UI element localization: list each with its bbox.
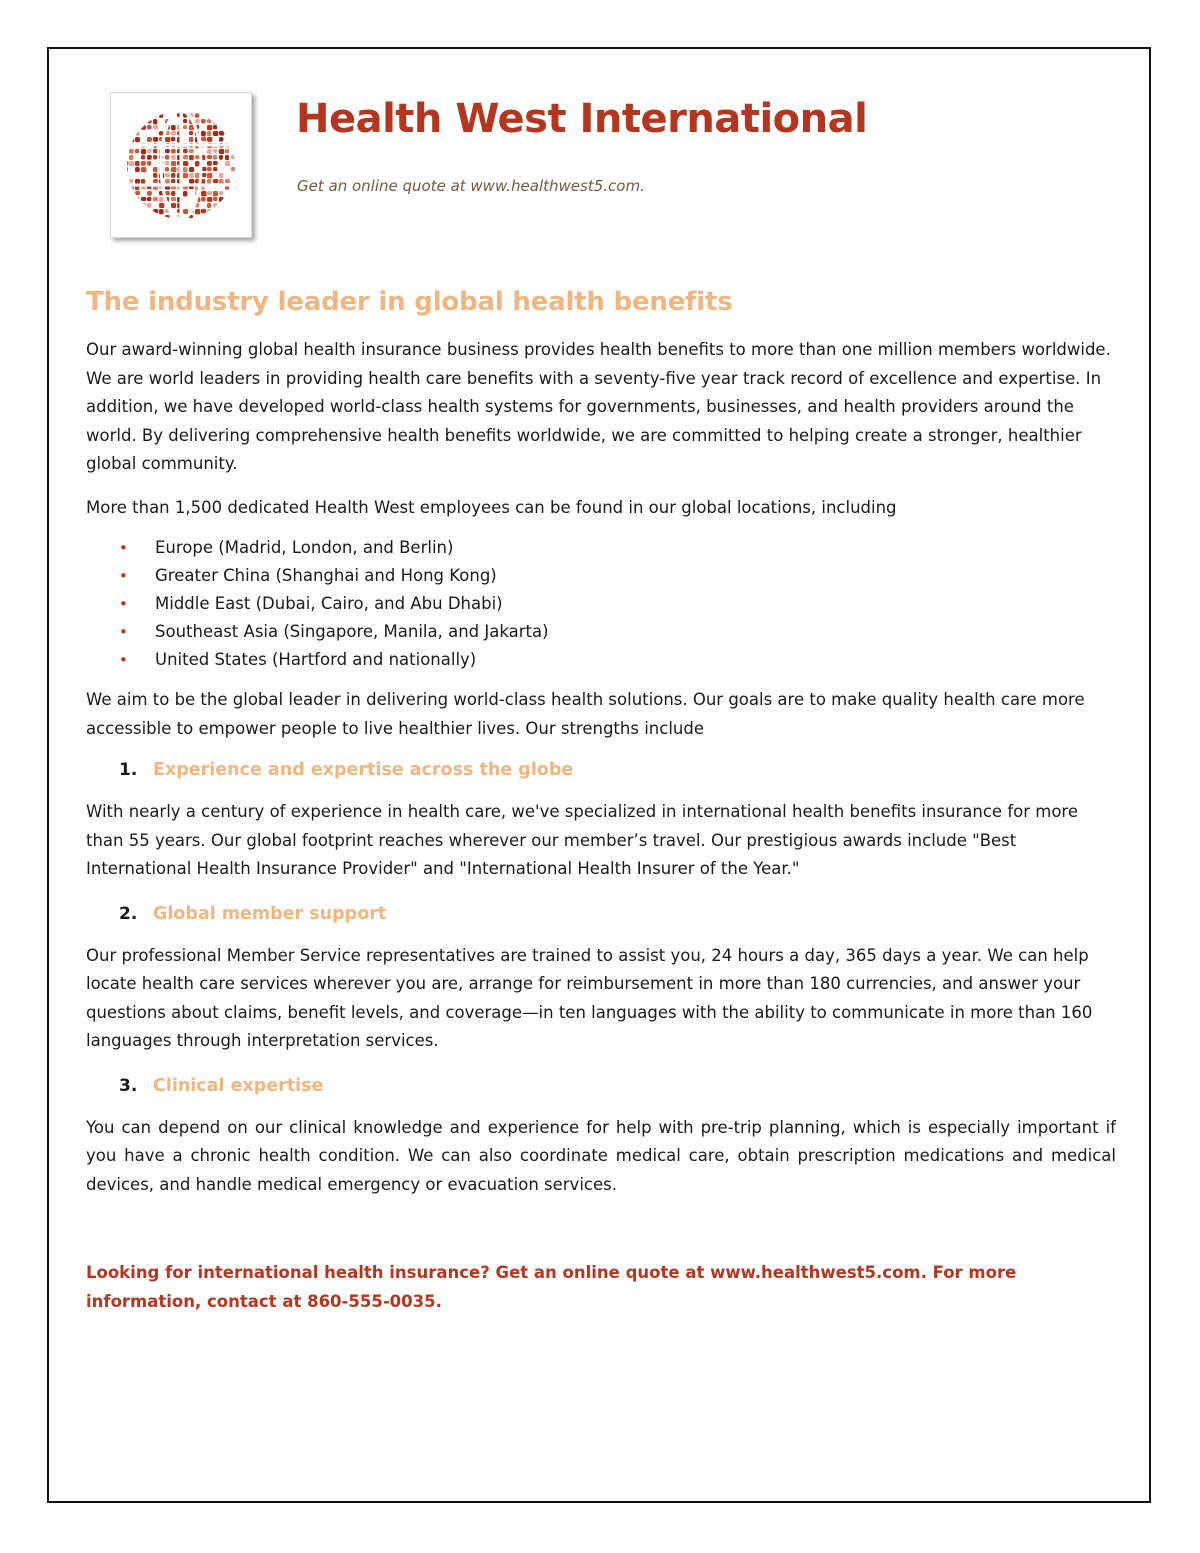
bullet-icon: • [119, 539, 128, 557]
strength-body: You can depend on our clinical knowledge and experience for help with pre-trip planning, which is especially important if you have a chronic health condition. We can also coordinate medical care, obtain prescription medications and medical devices, and handle medical emergency or evacuation services. [86, 1117, 1116, 1194]
section-headline: The industry leader in global health benefits [86, 287, 733, 317]
list-item: • Europe (Madrid, London, and Berlin) [86, 534, 1116, 562]
org-name: Health West International [296, 96, 868, 142]
strength-body: With nearly a century of experience in health care, we've specialized in international health benefits insurance for more than 55 years. Our global footprint reaches wherever our member’s travel. Our prestigious awards include "Best International Health Insurance Provider" and "International Health Insurer of the Year." [86, 802, 1079, 878]
document-body [86, 280, 1116, 1331]
intro-paragraph: Our award-winning global health insurance business provides health benefits to more than one million members worldwide. We are world leaders in providing health care benefits with a seventy-five year track record of excellence and expertise. In addition, we have developed world-class health systems for governments, businesses, and health providers around the world. By delivering comprehensive health benefits worldwide, we are committed to helping create a stronger, healthier global community. [86, 340, 1111, 473]
list-item: • United States (Hartford and nationally) [86, 646, 1116, 674]
strength-title: Clinical expertise [153, 1075, 324, 1096]
strength-heading [86, 1071, 1116, 1101]
strength-number: 2. [119, 903, 138, 924]
strength-title: Experience and expertise across the globe [153, 760, 574, 780]
strength-number: 1. [119, 760, 138, 780]
bullet-icon: • [119, 651, 128, 669]
logo [110, 92, 252, 238]
bullet-icon: • [119, 595, 128, 613]
list-item: • Greater China (Shanghai and Hong Kong) [86, 562, 1116, 590]
list-item: • Middle East (Dubai, Cairo, and Abu Dhabi) [86, 590, 1116, 618]
strength-title: Global member support [153, 903, 387, 924]
bullet-icon: • [119, 623, 128, 641]
strength-number: 3. [119, 1075, 138, 1096]
list-item: • Southeast Asia (Singapore, Manila, and Jakarta) [86, 618, 1116, 646]
strength-heading [86, 755, 1116, 785]
strength-heading [86, 899, 1116, 929]
locations-list [86, 534, 1116, 674]
strength-body: Our professional Member Service representatives are trained to assist you, 24 hours a day, 365 days a year. We can help locate health care services wherever you are, arrange for reimbursement in more than 180 currencies, and answer your questions about claims, benefit levels, and coverage—in ten languages with the ability to communicate in more than 160 languages through interpretation services. [86, 945, 1093, 1050]
closing-call-to-action: Looking for international health insurance? Get an online quote at www.healthwest5.com. For more information, contact at 860-555-0035. [86, 1263, 1017, 1311]
globe-logo-icon [119, 103, 243, 227]
bullet-icon: • [119, 567, 128, 585]
tagline: Get an online quote at www.healthwest5.com. [297, 177, 645, 195]
locations-intro: More than 1,500 dedicated Health West employees can be found in our global locations, including [86, 497, 897, 517]
aim-paragraph: We aim to be the global leader in delivering world-class health solutions. Our goals are to make quality health care more accessible to empower people to live healthier lives. Our strengths include [86, 690, 1085, 738]
